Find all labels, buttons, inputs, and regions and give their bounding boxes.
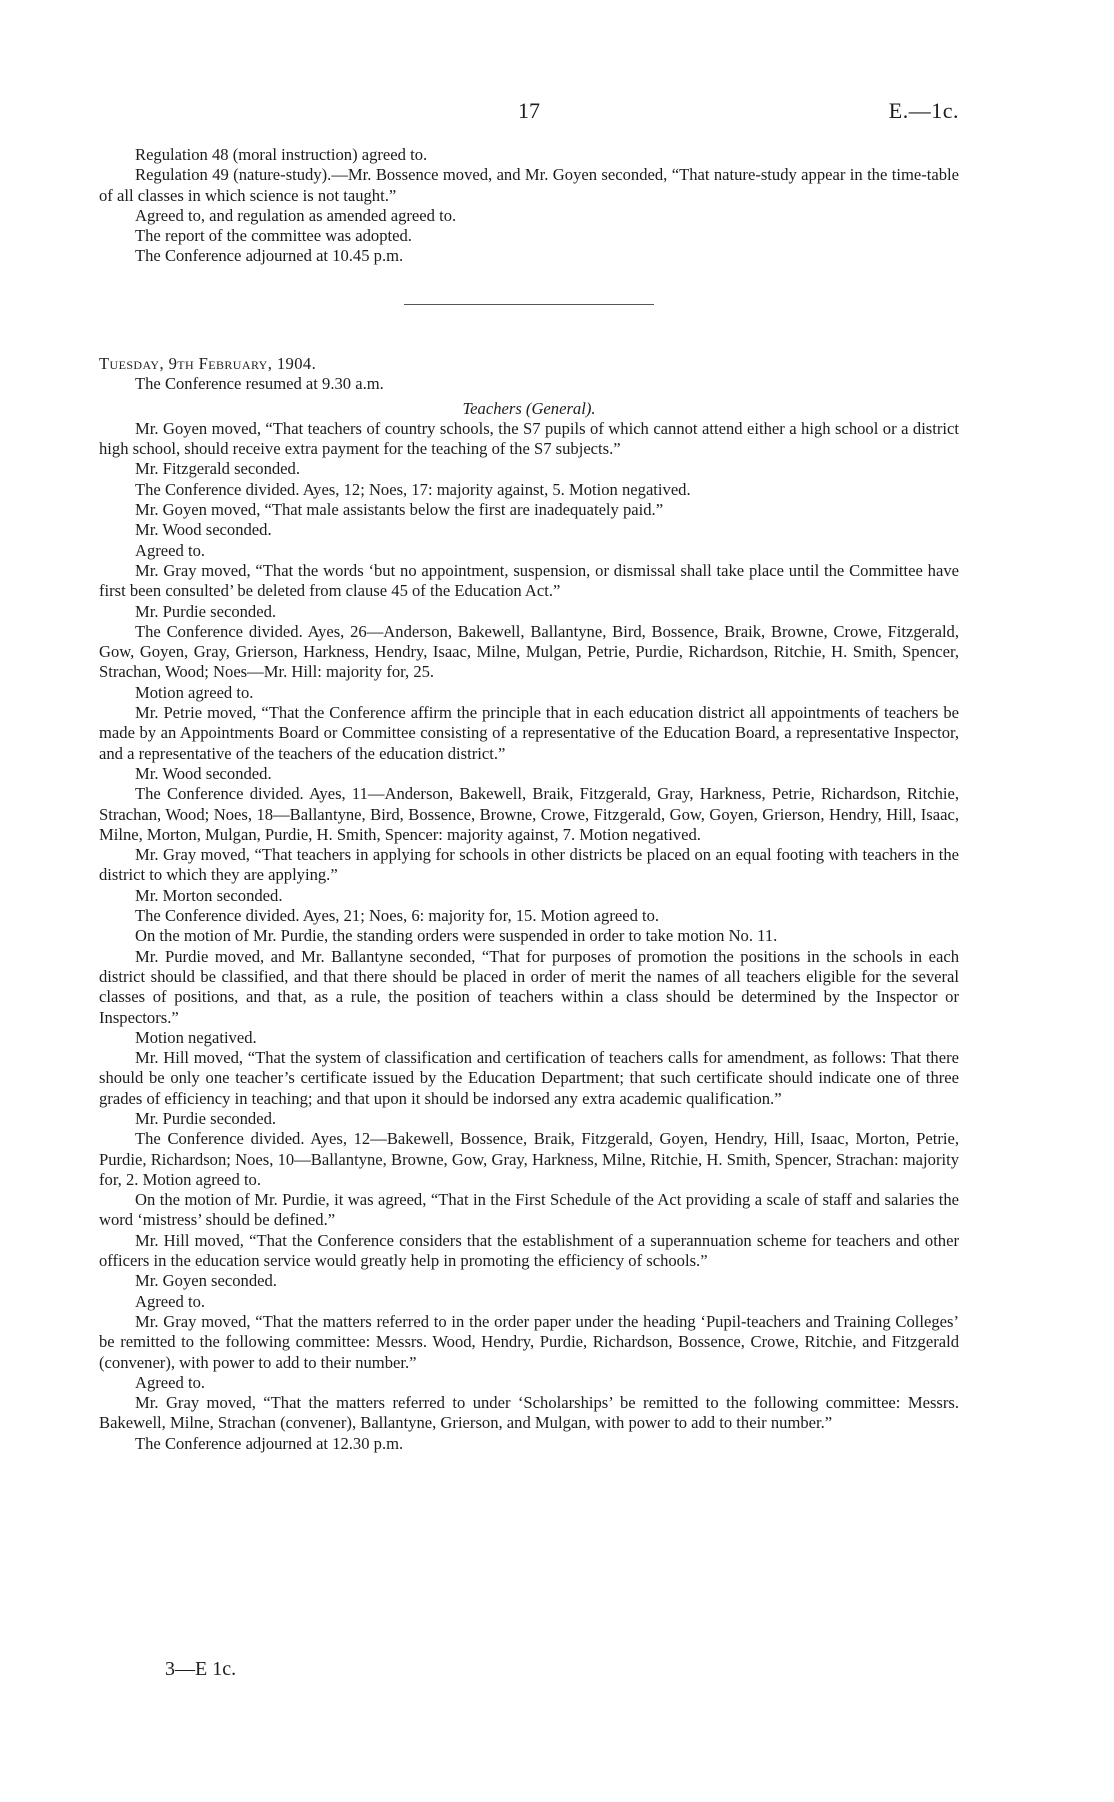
paragraph: Mr. Goyen moved, “That male assistants below the first are inadequately paid.” [135,500,664,520]
paragraph: Regulation 49 (nature-study).—Mr. Bossence moved, and Mr. Goyen seconded, “That nature-study appear in the time-table of all classes in which science is not taught.” [99,165,959,205]
sheet-reference: 3—E 1c. [165,1658,237,1680]
page-header [99,98,959,128]
paragraph: Mr. Gray moved, “That the matters referred to in the order paper under the heading ‘Pupil-teachers and Training Colleges’ be remitted to the following committee: Messrs. Wood, Hendry, Purdie, Richardson, Bossence, Crowe, Ritchie, and Fitzgerald (convener), with power to add to their number.” [99,1311,959,1372]
document-page [99,0,959,1802]
paragraph: Mr. Petrie moved, “That the Conference affirm the principle that in each education district all appointments of teachers be made by an Appointments Board or Committee consisting of a representative of the Education Board, a representative Inspector, and a representative of the teachers of the education district.” [99,703,959,763]
date-heading: Tuesday, 9th February, 1904. [99,354,317,373]
document-reference: E.—1c. [888,98,959,123]
paragraph: The Conference divided. Ayes, 26—Anderson, Bakewell, Ballantyne, Bird, Bossence, Braik, Browne, Crowe, Fitzgerald, Gow, Goyen, Gray, Grierson, Harkness, Hendry, Isaac, Milne, Mulgan, Petrie, Purdie, Richardson, Ritchie, H. Smith, Spencer, Strachan, Wood; Noes—Mr. Hill: majority for, 25. [99,621,959,682]
paragraph: Mr. Wood seconded. [135,763,272,783]
paragraph: The Conference divided. Ayes, 11—Anderson, Bakewell, Braik, Fitzgerald, Gray, Harkness, Petrie, Richardson, Ritchie, Strachan, Wood; Noes, 18—Ballantyne, Bird, Bossence, Browne, Crowe, Fitzgerald, Gow, Goyen, Grierson, Hendry, Hill, Isaac, Milne, Morton, Mulgan, Purdie, H. Smith, Spencer: majority against, 7. Motion negatived. [99,784,959,844]
paragraph: Mr. Goyen seconded. [135,1271,277,1291]
paragraph: Mr. Gray moved, “That teachers in applying for schools in other districts be placed on an equal footing with teachers in the district to which they are applying.” [99,845,959,885]
paragraph: Agreed to. [135,1372,206,1392]
paragraph: Mr. Purdie moved, and Mr. Ballantyne seconded, “That for purposes of promotion the positions in the schools in each district should be classified, and that there should be placed in order of merit the names of all teachers eligible for the several classes of positions, and that, as a rule, the position of teachers within a class should be determined by the Inspector or Inspectors.” [99,946,959,1027]
paragraph: Mr. Hill moved, “That the Conference considers that the establishment of a superannuation scheme for teachers and other officers in the education service would greatly help in promoting the efficiency of schools.” [99,1230,959,1271]
paragraph: Mr. Hill moved, “That the system of classification and certification of teachers calls for amendment, as follows: That there should be only one teacher’s certificate issued by the Education Department; that such certificate should indicate one of three grades of efficiency in teaching; and that upon it should be indorsed any extra academic qualification.” [99,1048,959,1108]
paragraph: The Conference divided. Ayes, 12—Bakewell, Bossence, Braik, Fitzgerald, Goyen, Hendry, Hill, Isaac, Morton, Petrie, Purdie, Richardson; Noes, 10—Ballantyne, Browne, Gow, Gray, Harkness, Milne, Ritchie, H. Smith, Spencer, Strachan: majority for, 2. Motion agreed to. [99,1129,959,1189]
paragraph: Motion negatived. [135,1027,257,1047]
resumed-line: The Conference resumed at 9.30 a.m. [135,374,384,394]
paragraph: On the motion of Mr. Purdie, it was agreed, “That in the First Schedule of the Act providing a scale of staff and salaries the word ‘mistress’ should be defined.” [99,1190,959,1230]
paragraph: Mr. Wood seconded. [135,520,272,540]
paragraph: Regulation 48 (moral instruction) agreed to. [135,145,428,164]
paragraph: Mr. Gray moved, “That the words ‘but no appointment, suspension, or dismissal shall take place until the Committee have first been consulted’ be deleted from clause 45 of the Education Act.” [99,560,959,601]
section-divider [404,304,654,305]
paragraph: Mr. Purdie seconded. [135,1108,277,1128]
paragraph: On the motion of Mr. Purdie, the standing orders were suspended in order to take motion No. 11. [135,926,778,946]
paragraph: Agreed to. [135,1291,206,1311]
paragraph: Motion agreed to. [135,682,254,702]
paragraph: The Conference divided. Ayes, 21; Noes, 6: majority for, 15. Motion agreed to. [135,906,660,926]
paragraph: Agreed to, and regulation as amended agreed to. [135,205,457,225]
paragraph: Mr. Gray moved, “That the matters referred to under ‘Scholarships’ be remitted to the following committee: Messrs. Bakewell, Milne, Strachan (convener), Ballantyne, Grierson, and Mulgan, with power to add to their number.” [99,1393,959,1433]
paragraph: Agreed to. [135,540,206,560]
paragraph: Mr. Purdie seconded. [135,601,277,621]
paragraph: The report of the committee was adopted. [135,226,412,246]
paragraph: Mr. Goyen moved, “That teachers of country schools, the S7 pupils of which cannot attend either a high school or a district high school, should receive extra payment for the teaching of the S7 subjects.” [99,418,959,459]
paragraph: The Conference adjourned at 10.45 p.m. [135,246,404,266]
paragraph: Mr. Morton seconded. [135,885,283,905]
session-paragraphs [99,354,959,1454]
paragraph: Mr. Fitzgerald seconded. [135,459,300,479]
paragraph: The Conference adjourned at 12.30 p.m. [135,1433,404,1453]
top-paragraphs [99,145,959,267]
section-heading: Teachers (General). [462,398,596,418]
page-number: 17 [518,98,540,123]
paragraph: The Conference divided. Ayes, 12; Noes, 17: majority against, 5. Motion negatived. [135,479,691,499]
